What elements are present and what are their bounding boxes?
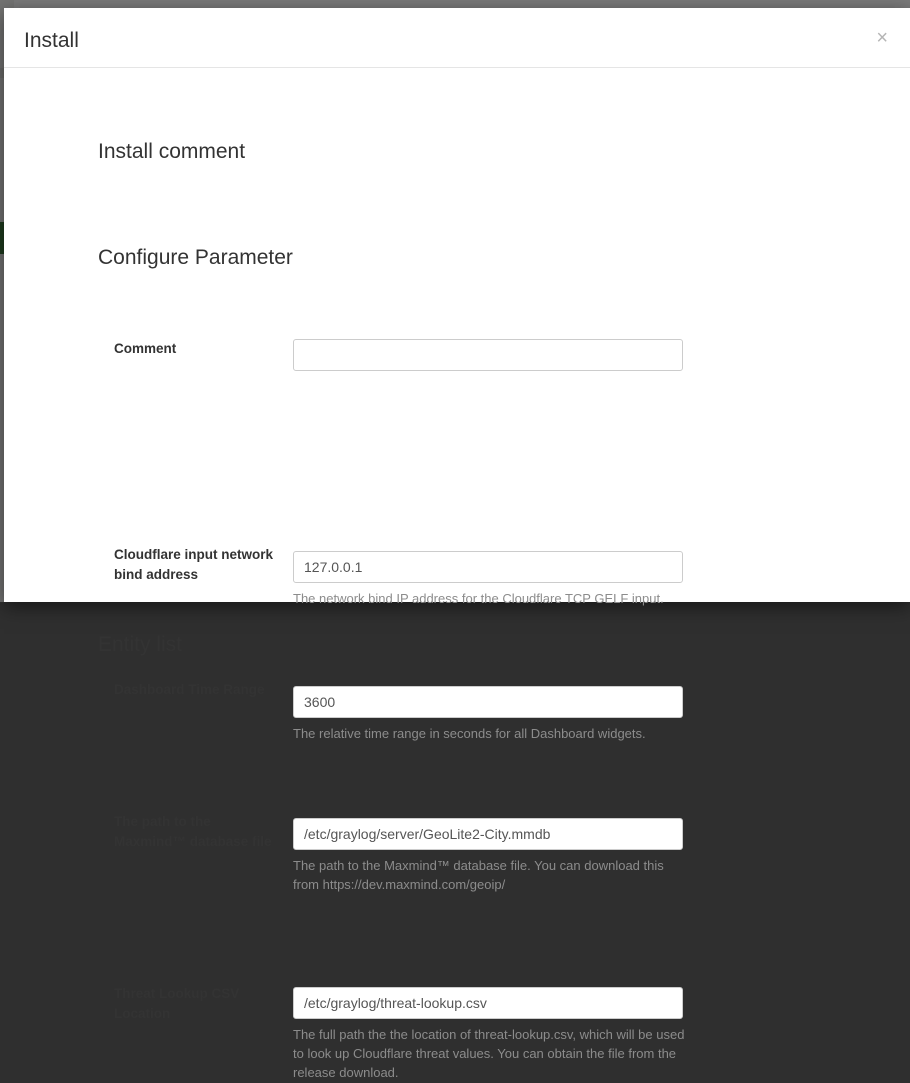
comment-input[interactable] — [293, 339, 683, 371]
section-title-entity-list: Entity list — [98, 633, 183, 656]
help-dashboard-time-range: The relative time range in seconds for all Dashboard widgets. — [293, 726, 646, 741]
install-modal — [4, 8, 910, 1080]
close-icon[interactable]: × — [872, 26, 892, 50]
section-title-configure-parameter: Configure Parameter — [98, 246, 293, 269]
modal-body — [4, 68, 910, 1080]
label-threat-lookup-csv: Threat Lookup CSV Location — [114, 986, 240, 1021]
help-maxmind-path: The path to the Maxmind™ database file. You can download this from https://dev.maxmind.com/geoip/ — [293, 858, 664, 892]
bind-address-input[interactable] — [293, 551, 683, 583]
modal-header — [4, 8, 910, 68]
maxmind-path-input[interactable] — [293, 818, 683, 850]
label-maxmind-path: The path to the Maxmind™ database file — [114, 814, 272, 849]
label-dashboard-time-range: Dashboard Time Range — [114, 682, 265, 697]
threat-lookup-csv-input[interactable] — [293, 987, 683, 1019]
help-threat-lookup-csv: The full path the the location of threat-lookup.csv, which will be used to look up Cloudflare threat values. You can obtain the file from the release download. — [293, 1027, 685, 1080]
section-title-install-comment: Install comment — [98, 140, 246, 163]
modal-title: Install — [24, 29, 79, 52]
help-bind-address: The network bind IP address for the Cloudflare TCP GELF input. — [293, 591, 664, 606]
label-comment: Comment — [114, 341, 177, 356]
dashboard-time-range-input[interactable] — [293, 686, 683, 718]
label-bind-address: Cloudflare input network bind address — [114, 547, 274, 582]
